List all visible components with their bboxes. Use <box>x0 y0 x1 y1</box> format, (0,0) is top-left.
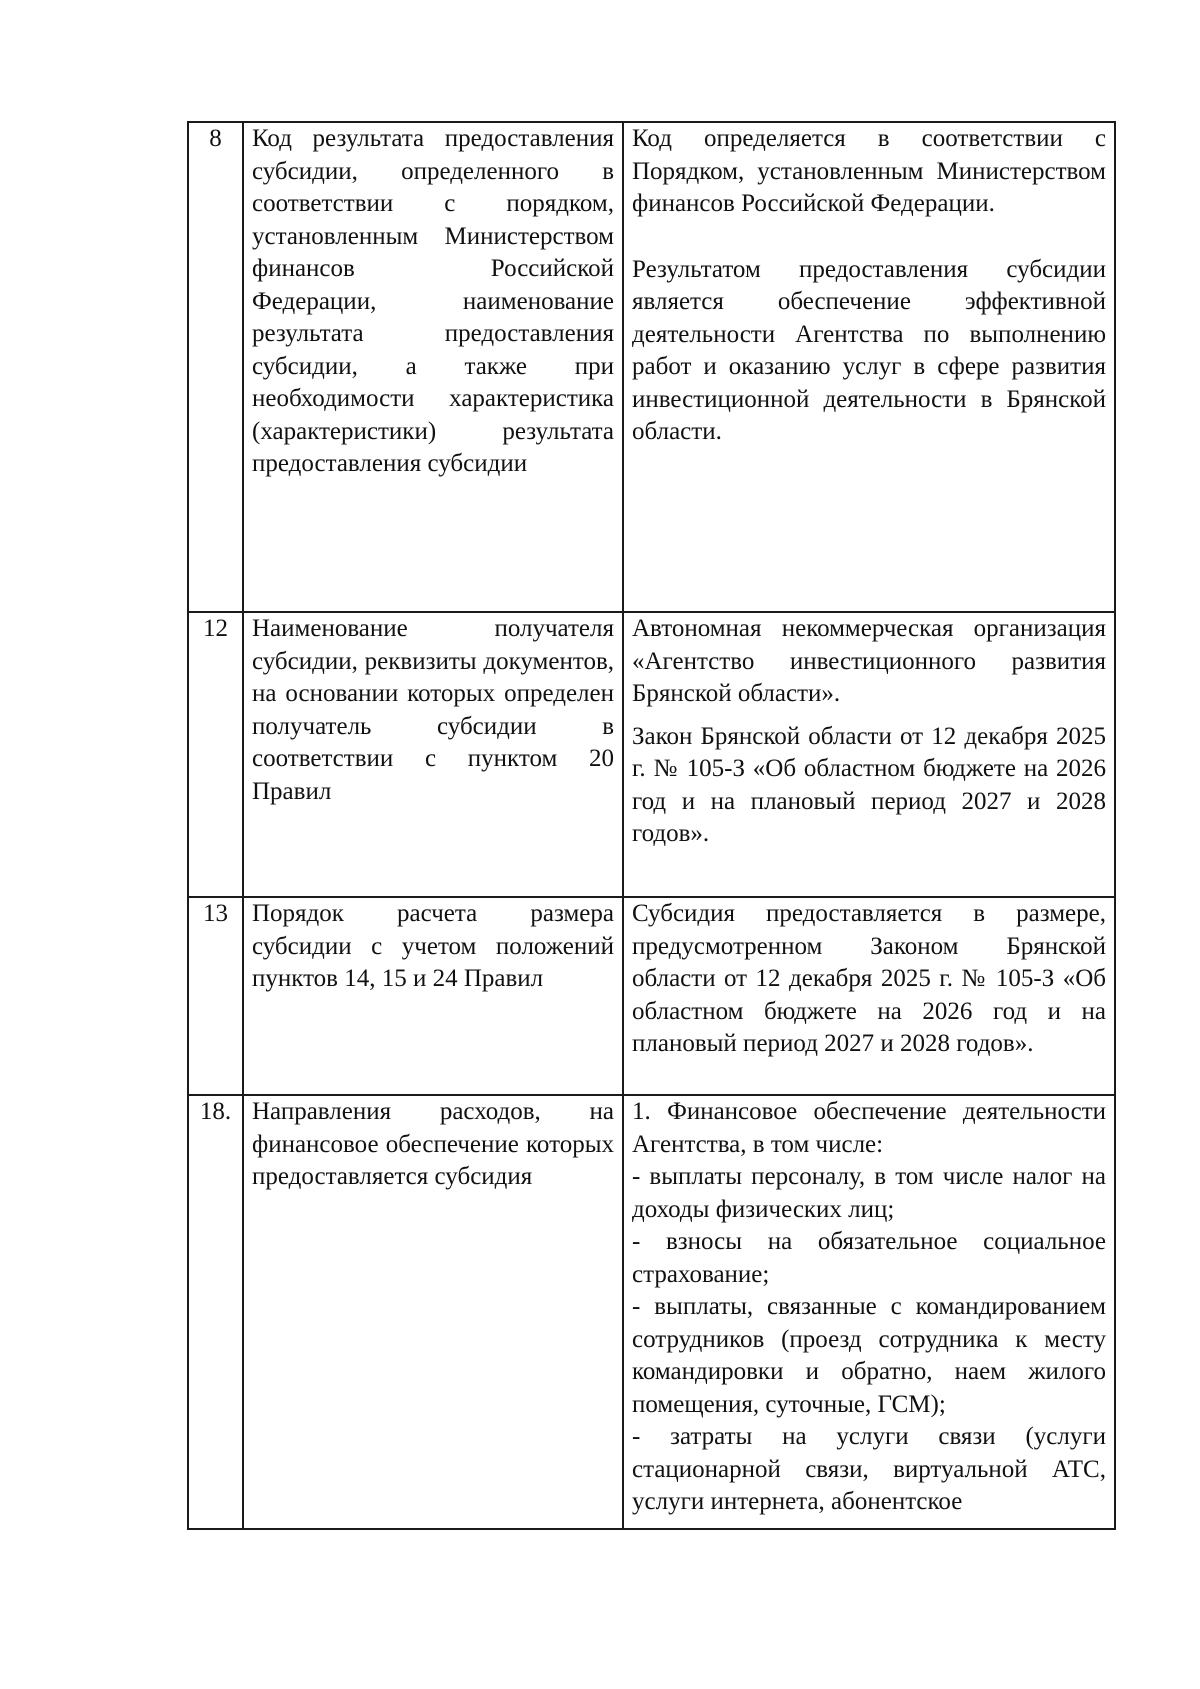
row-number: 18. <box>188 1095 243 1529</box>
row-value <box>623 612 1115 897</box>
row-number: 13 <box>188 897 243 1095</box>
row-label: Наименование получателя субсидии, реквизиты документов, на основании которых определен получатель субсидии в соответствии с пунктом 20 Правил <box>243 612 623 897</box>
value-line: - выплаты персоналу, в том числе налог на доходы физических лиц; <box>632 1163 1106 1223</box>
table-row <box>188 1095 1115 1529</box>
row-label: Направления расходов, на финансовое обеспечение которых предоставляется субсидия <box>243 1095 623 1529</box>
row-value <box>623 122 1115 612</box>
row-number: 8 <box>188 122 243 612</box>
row-number: 12 <box>188 612 243 897</box>
value-paragraph: Код определяется в соответствии с Порядком, установленным Министерством финансов Российской Федерации. <box>632 125 1106 217</box>
value-paragraph: Автономная некоммерческая организация «Агентство инвестиционного развития Брянской области». <box>632 615 1106 707</box>
table-row <box>188 122 1115 612</box>
value-line: - выплаты, связанные с командированием сотрудников (проезд сотрудника к месту командировки и обратно, наем жилого помещения, суточные, ГСМ); <box>632 1293 1106 1418</box>
row-value <box>623 1095 1115 1529</box>
table-row <box>188 897 1115 1095</box>
row-value <box>623 897 1115 1095</box>
row-label: Порядок расчета размера субсидии с учетом положений пунктов 14, 15 и 24 Правил <box>243 897 623 1095</box>
value-line: - затраты на услуги связи (услуги стационарной связи, виртуальной АТС, услуги интернета, абонентское <box>632 1423 1106 1515</box>
value-line: 1. Финансовое обеспечение деятельности Агентства, в том числе: <box>632 1098 1106 1158</box>
subsidy-info-table <box>187 121 1116 1530</box>
value-paragraph: Результатом предоставления субсидии является обеспечение эффективной деятельности Агентства по выполнению работ и оказанию услуг в сфере развития инвестиционной деятельности в Брянской области. <box>632 255 1106 445</box>
value-paragraph: Закон Брянской области от 12 декабря 2025 г. № 105-З «Об областном бюджете на 2026 год и на плановый период 2027 и 2028 годов». <box>632 722 1106 847</box>
row-label: Код результата предоставления субсидии, определенного в соответствии с порядком, установленным Министерством финансов Российской Федерации, наименование результата предоставления субсидии, а также при необходимости характеристика (характеристики) результата предоставления субсидии <box>243 122 623 612</box>
value-paragraph: Субсидия предоставляется в размере, предусмотренном Законом Брянской области от 12 декабря 2025 г. № 105-З «Об областном бюджете на 2026 год и на плановый период 2027 и 2028 годов». <box>632 900 1106 1057</box>
table-row <box>188 612 1115 897</box>
value-line: - взносы на обязательное социальное страхование; <box>632 1228 1106 1288</box>
